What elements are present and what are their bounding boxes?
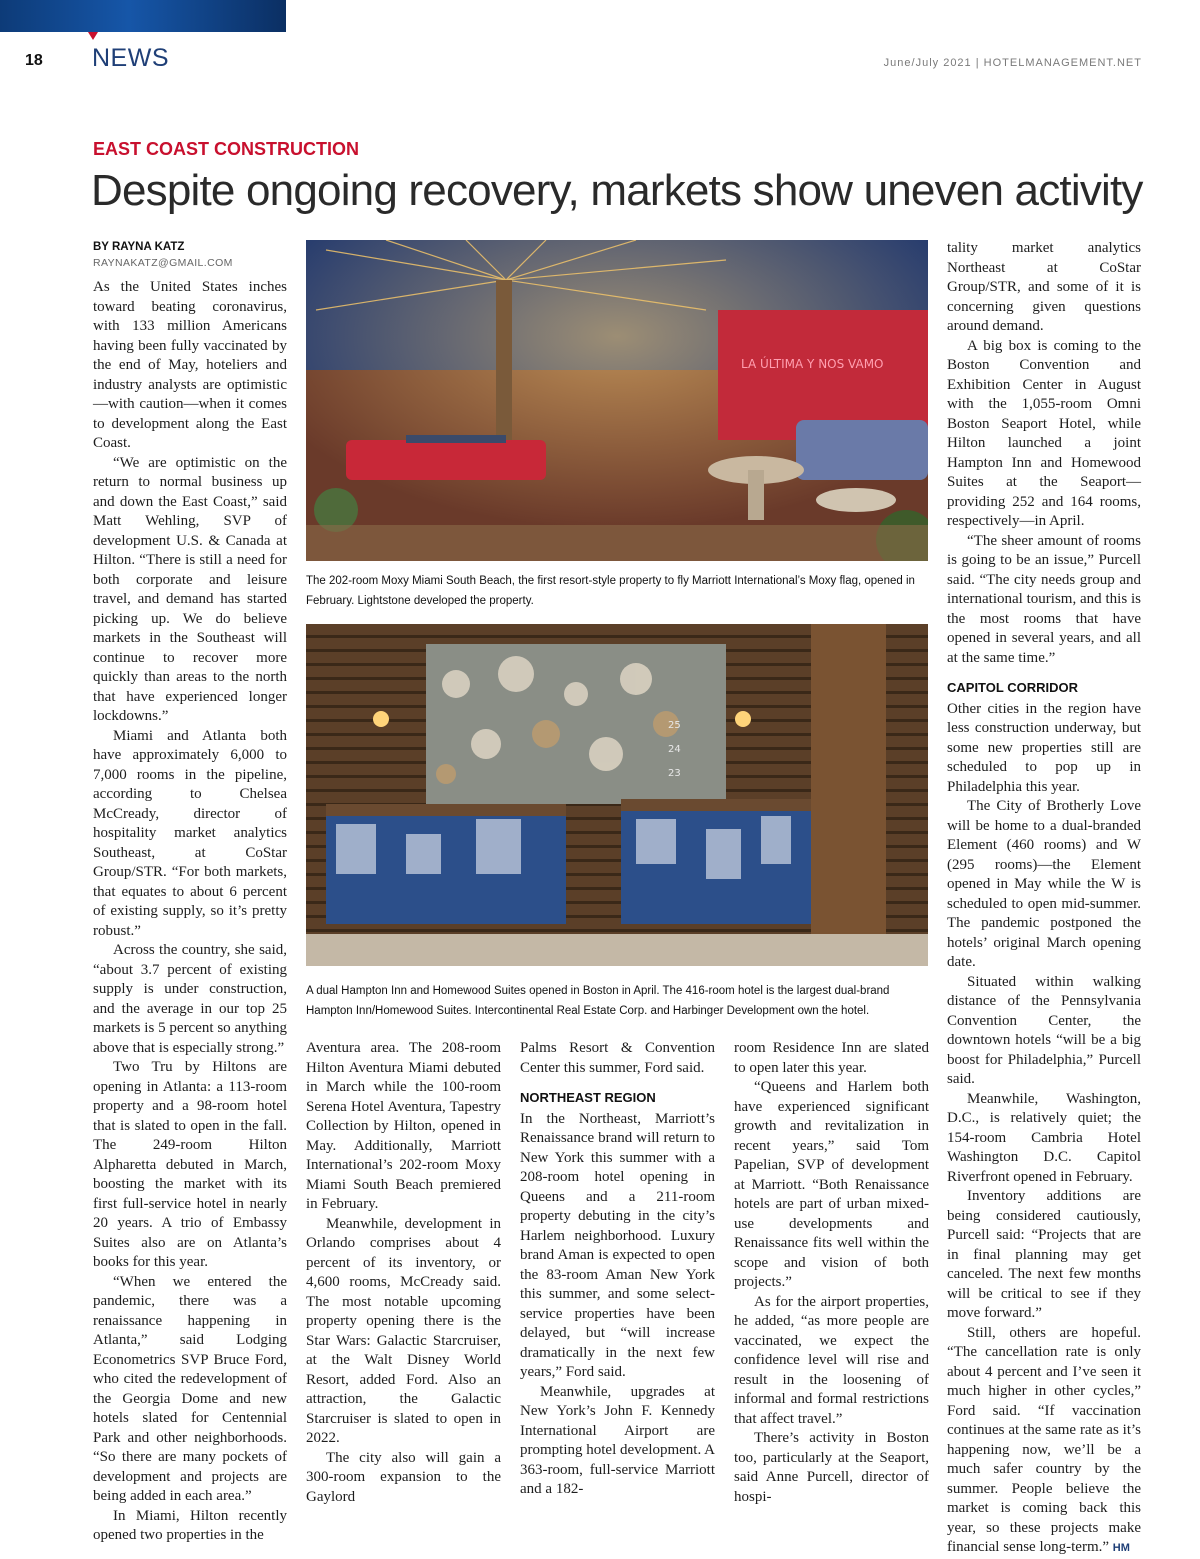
paragraph: Across the country, she said, “about 3.7 percent of existing supply is under construction, and the average in our top 25 markets is 5 percent so anything above that is especially strong.”: [93, 942, 287, 1056]
paragraph: Meanwhile, development in Orlando comprises about 4 percent of its inventory, or 4,600 rooms, McCready said. The most notable upcoming property opening there is the Star Wars: Galactic Starcruiser, at the Walt Disney World Resort, added Ford. Also an attraction, the Galactic Starcruiser is slated to open in 2022.: [306, 1215, 501, 1446]
paragraph: Other cities in the region have less construction underway, but some new properties still are scheduled to pop up in Philadelphia this year.: [947, 700, 1141, 795]
paragraph: In Miami, Hilton recently opened two properties in the: [93, 1507, 287, 1543]
article-column-4: [734, 1039, 929, 1507]
paragraph: “The sheer amount of rooms is going to be an issue,” Purcell said. “The city needs group and international tourism, and this is the most rooms that have opened in several years, and all at the same time.”: [947, 532, 1141, 666]
paragraph: Meanwhile, upgrades at New York’s John F. Kennedy International Airport are prompting hotel development. A 363-room, full-service Marriott and a 182-: [520, 1383, 715, 1497]
byline: BY RAYNA KATZ: [93, 241, 185, 253]
section-title: NEWS: [92, 44, 169, 72]
paragraph: A big box is coming to the Boston Convention and Exhibition Center in August with the 1,055-room Omni Boston Seaport Hotel, while Hilton launched a joint Hampton Inn and Homewood Suites at the Seaport—providing 252 and 164 rooms, respectively—in April.: [947, 337, 1141, 529]
subheading-northeast-region: NORTHEAST REGION: [520, 1090, 656, 1105]
paragraph: Meanwhile, Washington, D.C., is relatively quiet; the 154-room Cambria Hotel Washington D.C. Capitol Riverfront opened in February.: [947, 1090, 1141, 1185]
wall-number-23: 23: [668, 768, 681, 779]
paragraph: “Queens and Harlem both have experienced significant growth and revitalization in recent years,” said Tom Papelian, SVP of development at Marriott. “Both Renaissance hotels are part of urban mixed-use developments and Renaissance fits well within the scope and vision of both projects.”: [734, 1079, 929, 1290]
paragraph: In the Northeast, Marriott’s Renaissance brand will return to New York this summer with a 208-room hotel opening in Queens and a 211-room property debuting in the city’s Harlem neighborhood. Luxury brand Aman is expected to open the 83-room Aman New York this summer, and some select-service properties have been delayed, but “will increase dramatically in the next few years,” Ford said.: [520, 1110, 715, 1380]
paragraph: Still, others are hopeful. “The cancellation rate is only about 4 percent and I’ve seen it much higher in other cycles,” Ford said. “If vaccination continues at the same rate as it’s happening now, we’ll be a much safer country by the summer. People believe the market is coming back this year, so these projects make financial sense long-term.”: [947, 1324, 1141, 1555]
paragraph: “We are optimistic on the return to normal business up and down the East Coast,” said Matt Wehling, SVP of development U.S. & Canada at Hilton. “There is still a need for both corporate and leisure travel, and demand has started picking up. We do believe markets in the Southeast will continue to recover more quickly than areas to the north that have experienced longer lockdowns.”: [93, 454, 287, 724]
paragraph: The city also will gain a 300-room expansion to the Gaylord: [306, 1449, 501, 1505]
paragraph: tality market analytics Northeast at CoStar Group/STR, and some of it is concerning given questions around demand.: [947, 240, 1141, 334]
article-kicker: EAST COAST CONSTRUCTION: [93, 139, 360, 159]
hampton-photo-caption: A dual Hampton Inn and Homewood Suites opened in Boston in April. The 416-room hotel is the largest dual-brand Hampton Inn/Homewood Suites. Intercontinental Real Estate Corp. and Harbinger Development own the hotel.: [306, 985, 890, 1017]
moxy-rooftop-photo: [306, 240, 928, 561]
paragraph: Inventory additions are being considered cautiously, Purcell said: “Projects that are in final planning may get canceled. The next few months will be critical to see if they move forward.”: [947, 1188, 1141, 1321]
red-triangle-marker: [88, 32, 98, 40]
neon-sign-text: LA ÚLTIMA Y NOS VAMO: [741, 357, 884, 371]
article-column-5: [947, 239, 1141, 1559]
paragraph: As for the airport properties, he added, “as more people are vaccinated, we expect the confidence level will rise and result in the loosening of informal and formal restrictions that affect travel.”: [734, 1293, 929, 1427]
article-headline: Despite ongoing recovery, markets show uneven activity: [91, 166, 1143, 215]
end-signoff: HM: [1112, 1542, 1130, 1554]
paragraph: As the United States inches toward beating coronavirus, with 133 million Americans having been fully vaccinated by the end of May, hoteliers and industry analysts are optimistic—with caution—when it comes to development along the East Coast.: [93, 279, 287, 451]
paragraph: There’s activity in Boston too, particularly at the Seaport, said Anne Purcell, director of hospi-: [734, 1430, 929, 1505]
issue-info: June/July 2021 | HOTELMANAGEMENT.NET: [883, 57, 1142, 69]
paragraph: Situated within walking distance of the Pennsylvania Convention Center, the downtown hotels “will be a big boost for Philadelphia,” Purcell said.: [947, 973, 1141, 1087]
wall-number-25: 25: [668, 720, 681, 731]
hampton-lobby-photo: [306, 624, 928, 966]
paragraph: room Residence Inn are slated to open later this year.: [734, 1040, 929, 1076]
article-column-2: [306, 1039, 501, 1507]
page-number: 18: [25, 52, 43, 69]
article-column-1: [93, 278, 287, 1546]
article-column-3: [520, 1039, 715, 1500]
paragraph: Miami and Atlanta both have approximately 6,000 to 7,000 rooms in the pipeline, according to Chelsea McCready, director of hospitality market analytics Southeast, at CoStar Group/STR. “For both markets, that equates to about 6 percent of existing supply, so it’s pretty robust.”: [93, 727, 287, 939]
subheading-capitol-corridor: CAPITOL CORRIDOR: [947, 680, 1078, 695]
author-email: RAYNAKATZ@GMAIL.COM: [93, 257, 233, 269]
paragraph: “When we entered the pandemic, there was a renaissance happening in Atlanta,” said Lodging Econometrics SVP Bruce Ford, who cited the redevelopment of the Georgia Dome and new hotels slated for Centennial Park and other neighborhoods. “So there are many pockets of development and projects are being added in each area.”: [93, 1273, 287, 1504]
moxy-photo-caption: The 202-room Moxy Miami South Beach, the first resort-style property to fly Marriott International’s Moxy flag, opened in February. Lightstone developed the property.: [306, 575, 915, 607]
wall-number-24: 24: [668, 744, 681, 755]
paragraph: The City of Brotherly Love will be home to a dual-branded Element (460 rooms) and W (295 rooms)—the Element opened in May while the W is scheduled to open mid-summer. The pandemic postponed the hotels’ original March opening date.: [947, 798, 1141, 970]
paragraph: Aventura area. The 208-room Hilton Aventura Miami debuted in March while the 100-room Serena Hotel Aventura, Tapestry Collection by Hilton, opened in May. Additionally, Marriott International’s 202-room Moxy Miami South Beach premiered in February.: [306, 1040, 501, 1212]
masthead-color-bar: [0, 0, 286, 32]
paragraph: Palms Resort & Convention Center this summer, Ford said.: [520, 1040, 715, 1076]
paragraph: Two Tru by Hiltons are opening in Atlanta: a 113-room property and a 98-room hotel that is slated to open in the fall. The 249-room Hilton Alpharetta debuted in March, boosting the market with its first full-service hotel in nearly 20 years. A trio of Embassy Suites also are on Atlanta’s books for this year.: [93, 1059, 287, 1270]
